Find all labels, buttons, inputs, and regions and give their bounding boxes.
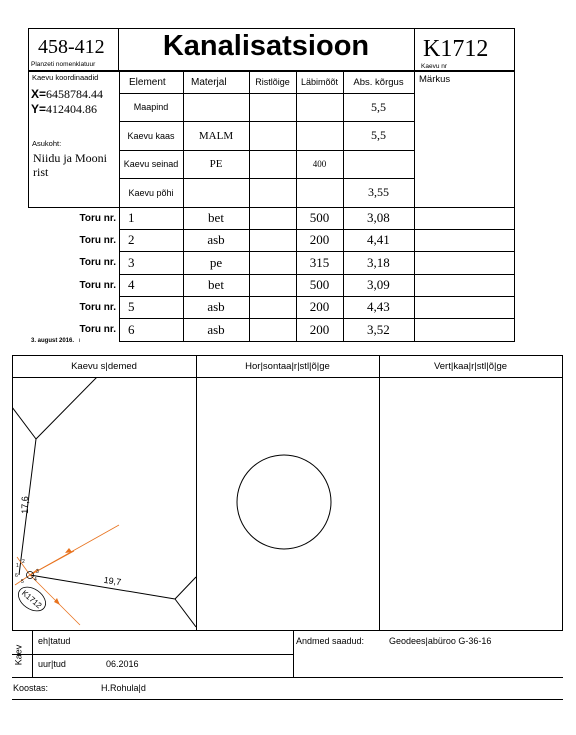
labimoot-cell: 400 [312, 159, 327, 169]
footer-side-div [32, 630, 33, 677]
planzett-number: 458-412 [38, 36, 105, 58]
col-line-ristloige [249, 70, 250, 341]
materjal-cell: PE [209, 158, 223, 170]
street-line [36, 377, 97, 439]
col-header-abs: Abs. kõrgus [353, 76, 404, 88]
pipe-mark: 5 [21, 579, 24, 585]
abs-cell: 5,5 [371, 128, 386, 142]
well-label: K1712 [19, 588, 44, 611]
pipe-labimoot: 200 [309, 232, 330, 247]
footer-bottom-1 [12, 677, 563, 678]
pipe-nr: 2 [128, 232, 135, 247]
pipe-nr: 5 [128, 299, 135, 314]
labimoot-cell [296, 121, 343, 150]
pipe-mark: 4 [34, 577, 37, 583]
street-line [12, 407, 36, 439]
pipe-abs: 4,43 [367, 299, 390, 314]
well-cross-section [237, 455, 331, 549]
dimension-19-7: 19,7 [103, 574, 122, 588]
location-label: Asukoht: [32, 139, 62, 148]
drawings-bottom [12, 630, 563, 631]
pipe-labimoot: 500 [309, 277, 330, 292]
col-header-materjal: Materjal [191, 76, 227, 88]
col-header-labimoot: Läbimõõt [300, 77, 339, 87]
x-prefix: X= [31, 87, 47, 101]
labimoot-cell [296, 178, 343, 207]
element-cell: Kaevu kaas [127, 130, 175, 141]
element-cell: Kaevu põhi [128, 187, 174, 198]
pipe-abs: 4,41 [367, 232, 390, 247]
document-date [31, 338, 80, 344]
pipe-nr: 6 [128, 321, 135, 337]
abs-cell: 5,5 [371, 99, 386, 114]
materjal-cell: MALM [198, 129, 234, 142]
horisontaal-header: Hor|sontaa|r|stl|õ|ge [245, 361, 330, 372]
top-border [28, 28, 515, 29]
kaev-side-label: Kaev [13, 644, 24, 666]
pipe-nr: 4 [128, 277, 135, 292]
pipe-nr: 1 [128, 210, 135, 225]
pipe-arrow [54, 598, 60, 605]
drawings-right [562, 355, 563, 631]
andmed-label: Andmed saadud: [296, 636, 365, 646]
sidemed-header: Kaevu s|demed [71, 361, 137, 372]
abs-cell [343, 150, 414, 178]
vertikaal-header: Vert|kaa|r|stl|õ|ge [433, 361, 508, 372]
pipe-labimoot: 200 [309, 321, 330, 337]
pipe-materjal: asb [207, 321, 225, 337]
materjal-cell [183, 178, 249, 207]
left-border [28, 28, 29, 208]
pipe-materjal: asb [207, 299, 225, 314]
pipe-label: Toru nr. [79, 257, 116, 268]
pipe-materjal: bet [208, 210, 224, 225]
koostas-value: H.Rohula|d [101, 683, 146, 693]
col-header-ristloige: Ristlõige [255, 77, 290, 87]
footer-bottom-2 [12, 699, 563, 700]
element-cell: Maapind [133, 102, 169, 112]
materjal-cell [183, 93, 249, 121]
right-border [514, 28, 515, 341]
x-value: 6458784.44 [46, 87, 104, 101]
kaevu-number-label: Kaevu nr [421, 63, 448, 70]
y-coordinate [31, 102, 97, 117]
pipe-materjal: asb [207, 232, 225, 247]
pipe-label: Toru nr. [79, 234, 116, 246]
pipe-materjal: pe [209, 254, 223, 270]
x-coordinate [31, 87, 103, 102]
pipe-abs: 3,52 [367, 321, 390, 337]
pipe-line-6 [119, 341, 515, 342]
pipe-number-marks [15, 559, 39, 585]
uuritud-value: 06.2016 [106, 659, 139, 669]
document-date-mark: ı [78, 338, 81, 344]
pipe-labimoot: 315 [309, 254, 330, 270]
pipe-nr: 3 [128, 254, 135, 270]
dimension-17-6: 17,6 [20, 496, 30, 514]
col-header-element: Element [129, 76, 166, 88]
ehitatud-label: eh|tatud [38, 636, 71, 646]
document-date-text: 3. august 2016. [31, 338, 75, 344]
pipe-labimoot: 500 [309, 210, 330, 225]
pipe-label: Toru nr. [79, 324, 116, 335]
andmed-value: Geodees|abüroo G-36-16 [389, 636, 492, 646]
horisontaal-drawing [196, 377, 379, 630]
planzett-label: Planzeti nomenklatuur [31, 61, 96, 68]
pipe-mark: 6 [15, 573, 18, 579]
col-header-markus: Märkus [419, 74, 451, 85]
abs-cell: 3,55 [368, 185, 389, 199]
pipe-materjal: bet [208, 277, 224, 292]
street-line [175, 577, 196, 599]
y-value: 412404.86 [46, 102, 98, 116]
drawings-div-2 [379, 355, 380, 631]
location-value: Niidu ja Mooni rist [33, 151, 107, 179]
pipe-label: Toru nr. [79, 212, 116, 224]
pipe-abs: 3,18 [367, 254, 390, 270]
footer-mid [12, 654, 293, 655]
koostas-label: Koostas: [13, 683, 49, 693]
coordinates-label: Kaevu koordinaadid [32, 73, 99, 82]
pipe-labimoot: 200 [309, 299, 330, 314]
pipe-mark: 3 [36, 569, 39, 575]
header-divider-2 [414, 28, 415, 341]
footer-mid-div [293, 630, 294, 677]
pipe-abs: 3,09 [367, 277, 390, 292]
pipe-mark: 1 [16, 563, 19, 569]
street-lines [12, 377, 196, 627]
labimoot-cell [296, 93, 343, 121]
element-cell: Kaevu seinad [123, 159, 179, 169]
pipe-label: Toru nr. [79, 301, 116, 313]
street-line [175, 599, 196, 627]
kaevu-number: K1712 [423, 36, 489, 62]
street-line [30, 575, 175, 599]
page-title: Kanalisatsioon [162, 30, 370, 62]
sidemed-drawing [12, 377, 196, 630]
pipe-mark: 2 [22, 559, 25, 565]
y-prefix: Y= [31, 102, 47, 116]
uuritud-label: uur|tud [38, 659, 66, 669]
pipe-label: Toru nr. [79, 279, 116, 291]
pipe-abs: 3,08 [367, 210, 390, 225]
